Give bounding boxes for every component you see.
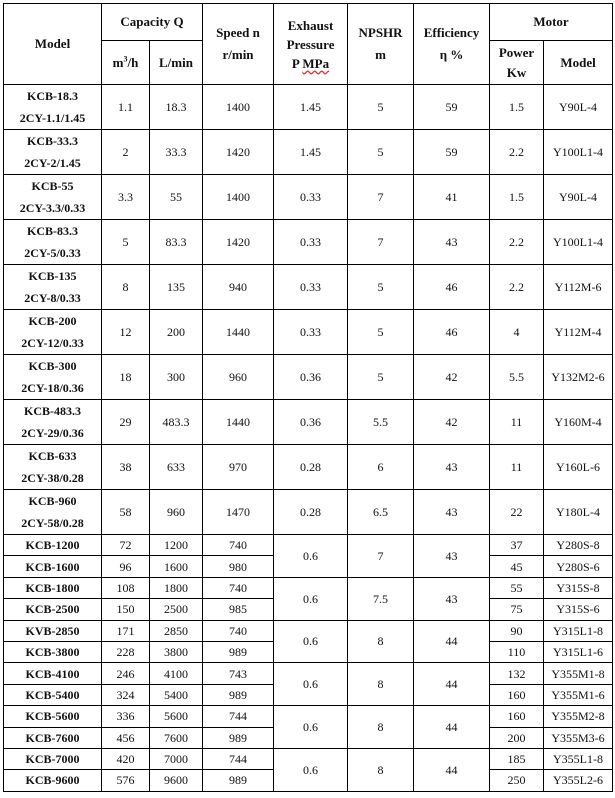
pressure-cell: 0.6 bbox=[274, 663, 348, 706]
efficiency-cell: 42 bbox=[414, 400, 490, 445]
table-row bbox=[4, 400, 613, 445]
power-cell: 5.5 bbox=[490, 355, 544, 400]
table-row bbox=[4, 85, 613, 130]
capacity-m3h-cell: 1.1 bbox=[102, 85, 150, 130]
capacity-lmin-cell: 960 bbox=[150, 490, 203, 535]
table-row bbox=[4, 490, 613, 535]
capacity-lmin-cell: 2850 bbox=[150, 620, 203, 641]
capacity-m3h-cell: 420 bbox=[102, 748, 150, 769]
motor-model-cell: Y90L-4 bbox=[544, 175, 613, 220]
header-exhaust-pressure: Exhaust Pressure P MPa bbox=[274, 4, 348, 85]
capacity-m3h-cell: 171 bbox=[102, 620, 150, 641]
capacity-lmin-cell: 33.3 bbox=[150, 130, 203, 175]
capacity-m3h-cell: 246 bbox=[102, 663, 150, 684]
capacity-m3h-cell: 58 bbox=[102, 490, 150, 535]
capacity-lmin-cell: 7000 bbox=[150, 748, 203, 769]
speed-cell: 985 bbox=[203, 599, 274, 620]
speed-cell: 744 bbox=[203, 706, 274, 727]
efficiency-cell: 43 bbox=[414, 577, 490, 620]
speed-cell: 740 bbox=[203, 577, 274, 598]
capacity-lmin-cell: 2500 bbox=[150, 599, 203, 620]
power-cell: 132 bbox=[490, 663, 544, 684]
header-efficiency: Efficiency η % bbox=[414, 4, 490, 85]
model-cell: KCB-33.3 2CY-2/1.45 bbox=[4, 130, 102, 175]
power-cell: 11 bbox=[490, 400, 544, 445]
capacity-lmin-cell: 300 bbox=[150, 355, 203, 400]
motor-model-cell: Y132M2-6 bbox=[544, 355, 613, 400]
pressure-cell: 1.45 bbox=[274, 85, 348, 130]
efficiency-cell: 42 bbox=[414, 355, 490, 400]
model-cell: KCB-960 2CY-58/0.28 bbox=[4, 490, 102, 535]
npshr-cell: 7 bbox=[348, 535, 414, 578]
speed-cell: 743 bbox=[203, 663, 274, 684]
capacity-lmin-cell: 5400 bbox=[150, 684, 203, 705]
capacity-m3h-cell: 576 bbox=[102, 770, 150, 791]
efficiency-cell: 46 bbox=[414, 265, 490, 310]
model-cell: KCB-4100 bbox=[4, 663, 102, 684]
table-row bbox=[4, 706, 613, 727]
table-row bbox=[4, 535, 613, 556]
model-cell: KCB-135 2CY-8/0.33 bbox=[4, 265, 102, 310]
capacity-m3h-cell: 5 bbox=[102, 220, 150, 265]
efficiency-cell: 43 bbox=[414, 220, 490, 265]
pressure-cell: 0.33 bbox=[274, 175, 348, 220]
motor-model-cell: Y355L2-6 bbox=[544, 770, 613, 791]
motor-model-cell: Y355M1-8 bbox=[544, 663, 613, 684]
npshr-cell: 8 bbox=[348, 620, 414, 663]
motor-model-cell: Y112M-4 bbox=[544, 310, 613, 355]
efficiency-cell: 43 bbox=[414, 445, 490, 490]
efficiency-cell: 44 bbox=[414, 663, 490, 706]
power-cell: 200 bbox=[490, 727, 544, 748]
npshr-cell: 8 bbox=[348, 748, 414, 791]
npshr-cell: 5 bbox=[348, 85, 414, 130]
capacity-lmin-cell: 1200 bbox=[150, 535, 203, 556]
capacity-m3h-cell: 96 bbox=[102, 556, 150, 577]
table-row bbox=[4, 310, 613, 355]
speed-cell: 970 bbox=[203, 445, 274, 490]
power-cell: 11 bbox=[490, 445, 544, 490]
speed-cell: 989 bbox=[203, 684, 274, 705]
speed-cell: 989 bbox=[203, 727, 274, 748]
motor-model-cell: Y112M-6 bbox=[544, 265, 613, 310]
header-capacity: Capacity Q bbox=[102, 4, 203, 41]
capacity-lmin-cell: 633 bbox=[150, 445, 203, 490]
npshr-cell: 8 bbox=[348, 706, 414, 749]
npshr-cell: 5 bbox=[348, 355, 414, 400]
capacity-lmin-cell: 3800 bbox=[150, 641, 203, 662]
power-cell: 2.2 bbox=[490, 265, 544, 310]
npshr-cell: 6.5 bbox=[348, 490, 414, 535]
power-cell: 45 bbox=[490, 556, 544, 577]
motor-model-cell: Y315L1-8 bbox=[544, 620, 613, 641]
capacity-lmin-cell: 83.3 bbox=[150, 220, 203, 265]
power-cell: 2.2 bbox=[490, 130, 544, 175]
motor-model-cell: Y160M-4 bbox=[544, 400, 613, 445]
efficiency-cell: 44 bbox=[414, 620, 490, 663]
speed-cell: 989 bbox=[203, 770, 274, 791]
power-cell: 160 bbox=[490, 684, 544, 705]
power-cell: 22 bbox=[490, 490, 544, 535]
table-row bbox=[4, 577, 613, 598]
capacity-lmin-cell: 4100 bbox=[150, 663, 203, 684]
motor-model-cell: Y180L-4 bbox=[544, 490, 613, 535]
motor-model-cell: Y280S-6 bbox=[544, 556, 613, 577]
power-cell: 1.5 bbox=[490, 175, 544, 220]
speed-cell: 1420 bbox=[203, 130, 274, 175]
speed-cell: 989 bbox=[203, 641, 274, 662]
capacity-m3h-cell: 18 bbox=[102, 355, 150, 400]
motor-model-cell: Y315S-8 bbox=[544, 577, 613, 598]
npshr-cell: 5 bbox=[348, 310, 414, 355]
table-row bbox=[4, 748, 613, 769]
speed-cell: 960 bbox=[203, 355, 274, 400]
motor-model-cell: Y90L-4 bbox=[544, 85, 613, 130]
motor-model-cell: Y315S-6 bbox=[544, 599, 613, 620]
table-body bbox=[4, 85, 613, 792]
power-cell: 250 bbox=[490, 770, 544, 791]
capacity-m3h-cell: 8 bbox=[102, 265, 150, 310]
power-cell: 55 bbox=[490, 577, 544, 598]
power-cell: 90 bbox=[490, 620, 544, 641]
header-motor-power: Power Kw bbox=[490, 41, 544, 85]
capacity-m3h-cell: 456 bbox=[102, 727, 150, 748]
capacity-m3h-cell: 3.3 bbox=[102, 175, 150, 220]
capacity-m3h-cell: 29 bbox=[102, 400, 150, 445]
speed-cell: 1470 bbox=[203, 490, 274, 535]
capacity-lmin-cell: 1600 bbox=[150, 556, 203, 577]
pressure-cell: 0.36 bbox=[274, 355, 348, 400]
pressure-cell: 0.33 bbox=[274, 310, 348, 355]
table-row bbox=[4, 130, 613, 175]
power-cell: 37 bbox=[490, 535, 544, 556]
capacity-m3h-cell: 336 bbox=[102, 706, 150, 727]
pressure-cell: 0.33 bbox=[274, 265, 348, 310]
capacity-lmin-cell: 1800 bbox=[150, 577, 203, 598]
table-row bbox=[4, 620, 613, 641]
table-row bbox=[4, 175, 613, 220]
efficiency-cell: 44 bbox=[414, 706, 490, 749]
pressure-cell: 0.6 bbox=[274, 577, 348, 620]
capacity-lmin-cell: 483.3 bbox=[150, 400, 203, 445]
capacity-m3h-cell: 72 bbox=[102, 535, 150, 556]
pressure-cell: 0.6 bbox=[274, 620, 348, 663]
motor-model-cell: Y355M1-6 bbox=[544, 684, 613, 705]
model-cell: KCB-55 2CY-3.3/0.33 bbox=[4, 175, 102, 220]
capacity-lmin-cell: 9600 bbox=[150, 770, 203, 791]
efficiency-cell: 41 bbox=[414, 175, 490, 220]
capacity-lmin-cell: 5600 bbox=[150, 706, 203, 727]
efficiency-cell: 59 bbox=[414, 85, 490, 130]
efficiency-cell: 46 bbox=[414, 310, 490, 355]
speed-cell: 744 bbox=[203, 748, 274, 769]
model-cell: KCB-2500 bbox=[4, 599, 102, 620]
table-row bbox=[4, 265, 613, 310]
model-cell: KCB-7000 bbox=[4, 748, 102, 769]
pressure-cell: 0.6 bbox=[274, 706, 348, 749]
header-motor-model: Model bbox=[544, 41, 613, 85]
model-cell: KCB-3800 bbox=[4, 641, 102, 662]
speed-cell: 940 bbox=[203, 265, 274, 310]
motor-model-cell: Y355L1-8 bbox=[544, 748, 613, 769]
speed-cell: 980 bbox=[203, 556, 274, 577]
npshr-cell: 5 bbox=[348, 265, 414, 310]
pressure-cell: 0.6 bbox=[274, 535, 348, 578]
table-header bbox=[4, 4, 613, 85]
model-cell: KCB-1200 bbox=[4, 535, 102, 556]
power-cell: 1.5 bbox=[490, 85, 544, 130]
model-cell: KCB-200 2CY-12/0.33 bbox=[4, 310, 102, 355]
model-cell: KCB-5400 bbox=[4, 684, 102, 705]
efficiency-cell: 43 bbox=[414, 490, 490, 535]
speed-cell: 1440 bbox=[203, 310, 274, 355]
power-cell: 75 bbox=[490, 599, 544, 620]
model-cell: KCB-633 2CY-38/0.28 bbox=[4, 445, 102, 490]
capacity-m3h-cell: 38 bbox=[102, 445, 150, 490]
capacity-m3h-cell: 12 bbox=[102, 310, 150, 355]
table-row bbox=[4, 220, 613, 265]
pump-spec-table bbox=[3, 3, 613, 792]
motor-model-cell: Y160L-6 bbox=[544, 445, 613, 490]
header-motor: Motor bbox=[490, 4, 613, 41]
capacity-lmin-cell: 135 bbox=[150, 265, 203, 310]
model-cell: KCB-9600 bbox=[4, 770, 102, 791]
motor-model-cell: Y355M3-6 bbox=[544, 727, 613, 748]
header-npshr: NPSHR m bbox=[348, 4, 414, 85]
capacity-lmin-cell: 7600 bbox=[150, 727, 203, 748]
capacity-lmin-cell: 18.3 bbox=[150, 85, 203, 130]
pressure-cell: 0.6 bbox=[274, 748, 348, 791]
header-capacity-lmin: L/min bbox=[150, 41, 203, 85]
capacity-m3h-cell: 150 bbox=[102, 599, 150, 620]
table-row bbox=[4, 355, 613, 400]
header-model: Model bbox=[4, 4, 102, 85]
motor-model-cell: Y355M2-8 bbox=[544, 706, 613, 727]
capacity-m3h-cell: 228 bbox=[102, 641, 150, 662]
capacity-m3h-cell: 324 bbox=[102, 684, 150, 705]
model-cell: KCB-18.3 2CY-1.1/1.45 bbox=[4, 85, 102, 130]
model-cell: KVB-2850 bbox=[4, 620, 102, 641]
motor-model-cell: Y315L1-6 bbox=[544, 641, 613, 662]
efficiency-cell: 59 bbox=[414, 130, 490, 175]
pressure-cell: 0.28 bbox=[274, 490, 348, 535]
model-cell: KCB-1600 bbox=[4, 556, 102, 577]
npshr-cell: 7 bbox=[348, 175, 414, 220]
efficiency-cell: 44 bbox=[414, 748, 490, 791]
model-cell: KCB-300 2CY-18/0.36 bbox=[4, 355, 102, 400]
model-cell: KCB-1800 bbox=[4, 577, 102, 598]
header-capacity-m3h: $m^3/h$ bbox=[102, 41, 150, 85]
model-cell: KCB-7600 bbox=[4, 727, 102, 748]
pressure-cell: 0.33 bbox=[274, 220, 348, 265]
capacity-lmin-cell: 55 bbox=[150, 175, 203, 220]
model-cell: KCB-5600 bbox=[4, 706, 102, 727]
motor-model-cell: Y100L1-4 bbox=[544, 130, 613, 175]
speed-cell: 1400 bbox=[203, 175, 274, 220]
table-row bbox=[4, 445, 613, 490]
speed-cell: 1440 bbox=[203, 400, 274, 445]
npshr-cell: 6 bbox=[348, 445, 414, 490]
capacity-lmin-cell: 200 bbox=[150, 310, 203, 355]
efficiency-cell: 43 bbox=[414, 535, 490, 578]
npshr-cell: 7 bbox=[348, 220, 414, 265]
power-cell: 2.2 bbox=[490, 220, 544, 265]
header-speed: Speed n r/min bbox=[203, 4, 274, 85]
npshr-cell: 7.5 bbox=[348, 577, 414, 620]
npshr-cell: 5.5 bbox=[348, 400, 414, 445]
npshr-cell: 8 bbox=[348, 663, 414, 706]
power-cell: 185 bbox=[490, 748, 544, 769]
npshr-cell: 5 bbox=[348, 130, 414, 175]
motor-model-cell: Y100L1-4 bbox=[544, 220, 613, 265]
table-row bbox=[4, 663, 613, 684]
speed-cell: 1420 bbox=[203, 220, 274, 265]
power-cell: 160 bbox=[490, 706, 544, 727]
speed-cell: 740 bbox=[203, 620, 274, 641]
model-cell: KCB-83.3 2CY-5/0.33 bbox=[4, 220, 102, 265]
speed-cell: 740 bbox=[203, 535, 274, 556]
motor-model-cell: Y280S-8 bbox=[544, 535, 613, 556]
pressure-cell: 0.28 bbox=[274, 445, 348, 490]
capacity-m3h-cell: 2 bbox=[102, 130, 150, 175]
pressure-cell: 0.36 bbox=[274, 400, 348, 445]
speed-cell: 1400 bbox=[203, 85, 274, 130]
pressure-cell: 1.45 bbox=[274, 130, 348, 175]
power-cell: 110 bbox=[490, 641, 544, 662]
model-cell: KCB-483.3 2CY-29/0.36 bbox=[4, 400, 102, 445]
power-cell: 4 bbox=[490, 310, 544, 355]
capacity-m3h-cell: 108 bbox=[102, 577, 150, 598]
